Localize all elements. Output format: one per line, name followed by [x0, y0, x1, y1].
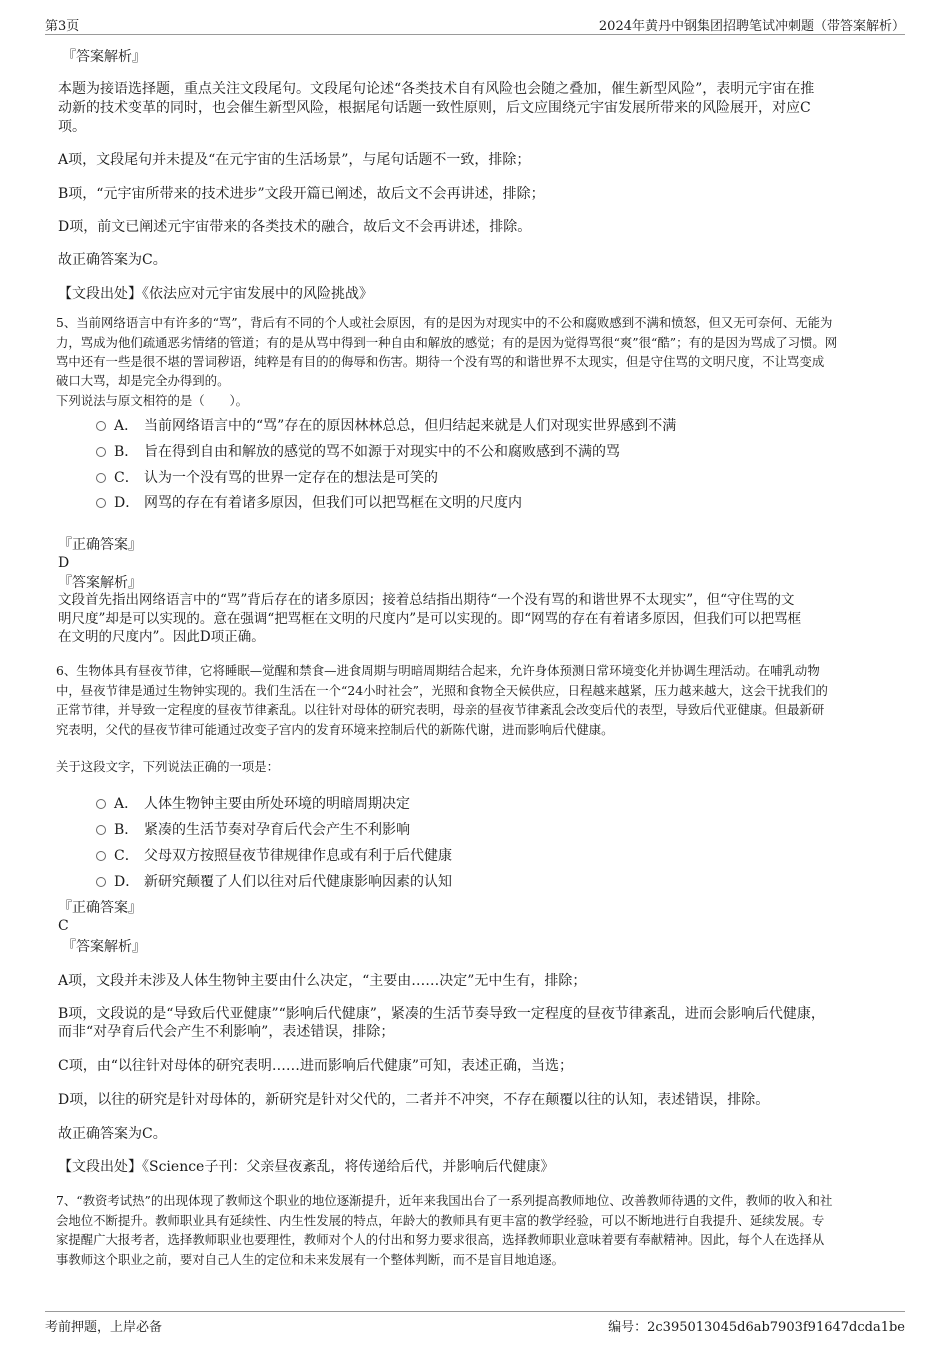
option-text: 网骂的存在有着诸多原因，但我们可以把骂框在文明的尺度内 [144, 495, 522, 511]
q6-analysis-b-line-1: B项，文段说的是“导致后代亚健康”“影响后代健康”，紧凑的生活节奏导致一定程度的昼夜节律紊乱，进而会影响后代健康， [58, 1006, 825, 1022]
q4-analysis-heading: 『答案解析』 [62, 49, 146, 65]
option-key: B． [114, 822, 139, 838]
radio-circle-icon[interactable] [96, 498, 106, 508]
q4-analysis-a: A项，文段尾句并未提及“在元宇宙的生活场景”，与尾句话题不一致，排除； [58, 152, 531, 168]
q6-option-a[interactable] [96, 793, 410, 813]
q5-option-c[interactable] [96, 467, 438, 487]
footer-slogan: 考前押题，上岸必备 [45, 1320, 163, 1335]
q6-answer-heading: 『正确答案』 [58, 900, 142, 916]
q5-option-a[interactable] [96, 415, 676, 435]
q4-analysis-line-3: 项。 [58, 119, 86, 135]
radio-circle-icon[interactable] [96, 799, 106, 809]
q5-analysis-heading: 『答案解析』 [58, 575, 142, 591]
radio-circle-icon[interactable] [96, 851, 106, 861]
q6-analysis-d: D项，以往的研究是针对母体的，新研究是针对父代的，二者并不冲突，不存在颠覆以往的认知，表述错误，排除。 [58, 1092, 770, 1108]
q6-analysis-b-line-2: 而非“对孕育后代会产生不利影响”，表述错误，排除； [58, 1024, 395, 1040]
q4-analysis-line-1: 本题为接语选择题，重点关注文段尾句。文段尾句论述“各类技术自有风险也会随之叠加，催生新型风险”，表明元宇宙在推 [58, 81, 815, 97]
radio-circle-icon[interactable] [96, 473, 106, 483]
option-key: D． [114, 495, 140, 511]
q6-analysis-heading: 『答案解析』 [62, 939, 146, 955]
option-key: C． [114, 470, 139, 486]
q5-stem-line-3: 骂中还有一些是很不堪的詈词秽语，纯粹是有目的的侮辱和伤害。期待一个没有骂的和谐世界不太现实，但是守住骂的文明尺度，不让骂变成 [56, 354, 825, 369]
page-footer [45, 1311, 905, 1336]
option-key: C． [114, 848, 139, 864]
option-text: 父母双方按照昼夜节律规律作息或有利于后代健康 [144, 848, 452, 864]
q6-option-d[interactable] [96, 871, 452, 891]
q6-option-b[interactable] [96, 819, 410, 839]
q5-prompt: 下列说法与原文相符的是（ ）。 [56, 393, 249, 408]
option-text: 当前网络语言中的“骂”存在的原因林林总总，但归结起来就是人们对现实世界感到不满 [144, 418, 677, 434]
option-key: B． [114, 444, 139, 460]
q7-stem-line-2: 会地位不断提升。教师职业具有延续性、内生性发展的特点，年龄大的教师具有更丰富的教学经验，可以不断地进行自我提升、延续发展。专 [56, 1213, 825, 1228]
q6-stem-line-2: 中，昼夜节律是通过生物钟实现的。我们生活在一个“24小时社会”，光照和食物全天候供应，日程越来越紧，压力越来越大，这会干扰我们的 [56, 683, 828, 698]
q6-answer: C [58, 918, 69, 934]
footer-code-value: 2c395013045d6ab7903f91647dcda1be [647, 1320, 905, 1335]
option-text: 人体生物钟主要由所处环境的明暗周期决定 [144, 796, 410, 812]
q5-stem-line-2: 力，骂成为他们疏通恶劣情绪的管道；有的是从骂中得到一种自由和解放的感觉；有的是因为觉得骂很“爽”很“酷”；有的是因为骂成了习惯。网 [56, 335, 838, 350]
radio-circle-icon[interactable] [96, 825, 106, 835]
q5-stem-line-4: 破口大骂，却是完全办得到的。 [56, 373, 230, 388]
footer-code [608, 1316, 905, 1335]
q7-stem-line-3: 家提醒广大报考者，选择教师职业也要理性，教师对个人的付出和努力要求很高，选择教师职业意味着要有奉献精神。因此，每个人在选择从 [56, 1232, 825, 1247]
document-title: 2024年黄丹中钢集团招聘笔试冲刺题（带答案解析） [598, 19, 905, 34]
q4-source: 【文段出处】《依法应对元宇宙发展中的风险挑战》 [58, 286, 373, 302]
option-key: A． [114, 796, 139, 812]
q7-stem-line-1: 7、“教资考试热”的出现体现了教师这个职业的地位逐渐提升，近年来我国出台了一系列提高教师地位、改善教师待遇的文件，教师的收入和社 [56, 1193, 833, 1208]
q7-stem-line-4: 事教师这个职业之前，要对自己人生的定位和未来发展有一个整体判断，而不是盲目地追逐。 [56, 1252, 565, 1267]
q5-analysis-line-3: 在文明的尺度内”。因此D项正确。 [58, 629, 265, 645]
option-key: D． [114, 874, 140, 890]
q5-option-b[interactable] [96, 441, 620, 461]
q4-analysis-d: D项，前文已阐述元宇宙带来的各类技术的融合，故后文不会再讲述，排除。 [58, 219, 532, 235]
q5-answer: D [58, 555, 70, 571]
q4-conclusion: 故正确答案为C。 [58, 252, 167, 268]
footer-code-label: 编号： [608, 1320, 648, 1335]
page-header [45, 12, 905, 35]
option-text: 紧凑的生活节奏对孕育后代会产生不利影响 [144, 822, 410, 838]
q4-analysis-line-2: 动新的技术变革的同时，也会催生新型风险，根据尾句话题一致性原则，后文应围绕元宇宙发展所带来的风险展开，对应C [58, 100, 811, 116]
q6-conclusion: 故正确答案为C。 [58, 1126, 167, 1142]
q6-stem-line-4: 究表明，父代的昼夜节律可能通过改变子宫内的发育环境来控制后代的新陈代谢，进而影响后代健康。 [56, 722, 614, 737]
q5-analysis-line-2: 明尺度”却是可以实现的。意在强调“把骂框在文明的尺度内”是可以实现的。即“网骂的存在有着诸多原因，但我们可以把骂框 [58, 611, 802, 627]
radio-circle-icon[interactable] [96, 447, 106, 457]
q4-analysis-b: B项，“元宇宙所带来的技术进步”文段开篇已阐述，故后文不会再讲述，排除； [58, 186, 545, 202]
q6-analysis-c: C项，由“以往针对母体的研究表明……进而影响后代健康”可知，表述正确，当选； [58, 1058, 574, 1074]
q5-analysis-line-1: 文段首先指出网络语言中的“骂”背后存在的诸多原因；接着总结指出期待“一个没有骂的和谐世界不太现实”，但“守住骂的文 [58, 592, 795, 608]
page-number: 第3页 [45, 19, 80, 34]
q5-answer-heading: 『正确答案』 [58, 537, 142, 553]
q5-stem-line-1: 5、当前网络语言中有许多的“骂”，背后有不同的个人或社会原因，有的是因为对现实中的不公和腐败感到不满和愤怒，但又无可奈何、无能为 [56, 315, 833, 330]
q6-analysis-a: A项，文段并未涉及人体生物钟主要由什么决定，“主要由……决定”无中生有，排除； [58, 973, 587, 989]
radio-circle-icon[interactable] [96, 421, 106, 431]
q6-source: 【文段出处】《Science子刊：父亲昼夜紊乱，将传递给后代，并影响后代健康》 [58, 1159, 555, 1175]
option-key: A． [114, 418, 139, 434]
q6-stem-line-3: 正常节律，并导致一定程度的昼夜节律紊乱。以往针对母体的研究表明，母亲的昼夜节律紊乱会改变后代的表型，导致后代亚健康。但最新研 [56, 702, 825, 717]
q5-option-d[interactable] [96, 492, 522, 512]
radio-circle-icon[interactable] [96, 877, 106, 887]
option-text: 新研究颠覆了人们以往对后代健康影响因素的认知 [144, 874, 452, 890]
q6-prompt: 关于这段文字，下列说法正确的一项是： [56, 759, 280, 774]
option-text: 旨在得到自由和解放的感觉的骂不如源于对现实中的不公和腐败感到不满的骂 [144, 444, 620, 460]
option-text: 认为一个没有骂的世界一定存在的想法是可笑的 [144, 470, 438, 486]
q6-stem-line-1: 6、生物体具有昼夜节律，它将睡眠—觉醒和禁食—进食周期与明暗周期结合起来，允许身体预测日常环境变化并协调生理活动。在哺乳动物 [56, 663, 820, 678]
q6-option-c[interactable] [96, 845, 452, 865]
